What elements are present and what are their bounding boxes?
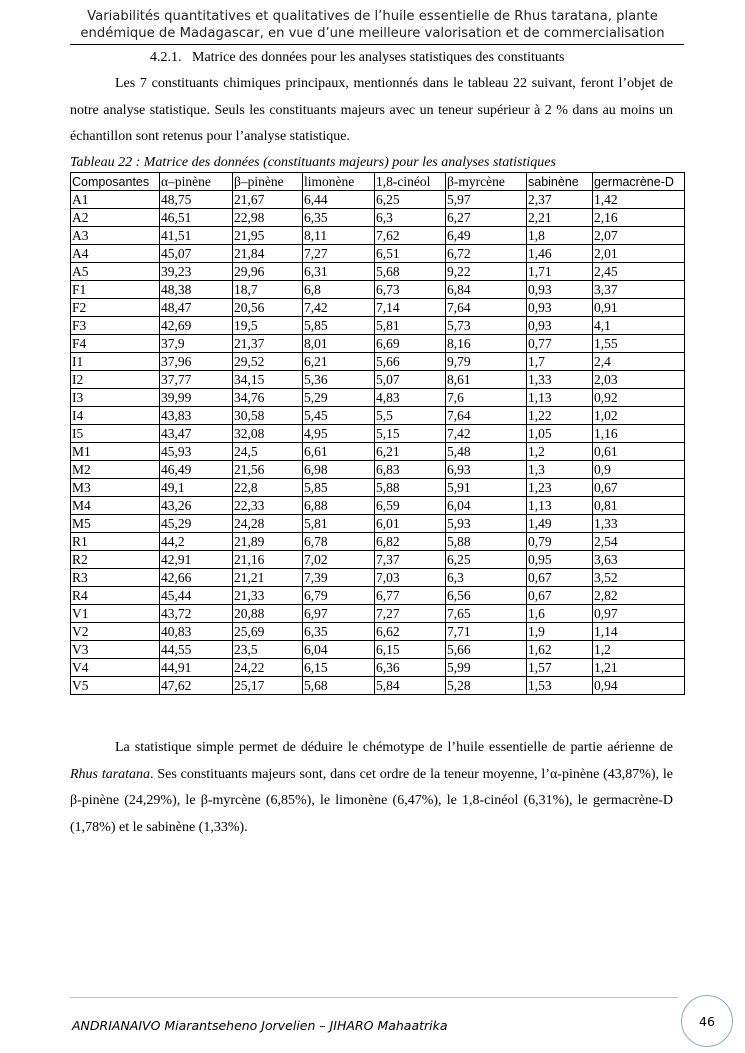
sample-id-cell: A3 — [71, 227, 160, 245]
table-row — [71, 209, 685, 227]
value-cell: 8,11 — [303, 227, 375, 245]
value-cell: 6,59 — [375, 497, 446, 515]
value-cell: 6,61 — [303, 443, 375, 461]
value-cell: 25,69 — [233, 623, 303, 641]
value-cell: 5,66 — [446, 641, 527, 659]
value-cell: 43,83 — [160, 407, 233, 425]
value-cell: 5,81 — [303, 515, 375, 533]
value-cell: 5,99 — [446, 659, 527, 677]
value-cell: 1,3 — [527, 461, 593, 479]
value-cell: 2,54 — [593, 533, 685, 551]
value-cell: 6,44 — [303, 191, 375, 209]
value-cell: 37,9 — [160, 335, 233, 353]
value-cell: 3,52 — [593, 569, 685, 587]
value-cell: 1,33 — [593, 515, 685, 533]
value-cell: 2,01 — [593, 245, 685, 263]
value-cell: 1,9 — [527, 623, 593, 641]
value-cell: 43,26 — [160, 497, 233, 515]
value-cell: 3,63 — [593, 551, 685, 569]
value-cell: 1,49 — [527, 515, 593, 533]
value-cell: 22,8 — [233, 479, 303, 497]
value-cell: 5,66 — [375, 353, 446, 371]
table-row — [71, 569, 685, 587]
value-cell: 48,38 — [160, 281, 233, 299]
value-cell: 2,82 — [593, 587, 685, 605]
value-cell: 6,21 — [303, 353, 375, 371]
value-cell: 5,36 — [303, 371, 375, 389]
table-row — [71, 245, 685, 263]
value-cell: 4,95 — [303, 425, 375, 443]
table-row — [71, 443, 685, 461]
value-cell: 48,75 — [160, 191, 233, 209]
value-cell: 7,14 — [375, 299, 446, 317]
table-row — [71, 677, 685, 695]
value-cell: 1,71 — [527, 263, 593, 281]
value-cell: 0,79 — [527, 533, 593, 551]
value-cell: 6,97 — [303, 605, 375, 623]
value-cell: 6,25 — [375, 191, 446, 209]
value-cell: 6,31 — [303, 263, 375, 281]
value-cell: 4,83 — [375, 389, 446, 407]
value-cell: 1,8 — [527, 227, 593, 245]
value-cell: 1,46 — [527, 245, 593, 263]
value-cell: 7,27 — [303, 245, 375, 263]
table-row — [71, 425, 685, 443]
value-cell: 0,94 — [593, 677, 685, 695]
value-cell: 5,73 — [446, 317, 527, 335]
value-cell: 0,95 — [527, 551, 593, 569]
footer-authors: ANDRIANAIVO Miarantseheno Jorvelien – JIHARO Mahaatrika — [72, 1018, 448, 1033]
value-cell: 41,51 — [160, 227, 233, 245]
sample-id-cell: M5 — [71, 515, 160, 533]
table-row — [71, 623, 685, 641]
section-heading — [150, 50, 564, 66]
sample-id-cell: V3 — [71, 641, 160, 659]
value-cell: 6,98 — [303, 461, 375, 479]
conclusion-paragraph — [70, 735, 673, 841]
table-row — [71, 605, 685, 623]
value-cell: 1,62 — [527, 641, 593, 659]
value-cell: 7,64 — [446, 407, 527, 425]
value-cell: 0,61 — [593, 443, 685, 461]
value-cell: 2,4 — [593, 353, 685, 371]
sample-id-cell: R4 — [71, 587, 160, 605]
value-cell: 44,2 — [160, 533, 233, 551]
footer-divider — [70, 997, 678, 998]
value-cell: 32,08 — [233, 425, 303, 443]
value-cell: 21,95 — [233, 227, 303, 245]
value-cell: 9,79 — [446, 353, 527, 371]
value-cell: 6,15 — [375, 641, 446, 659]
value-cell: 6,79 — [303, 587, 375, 605]
value-cell: 45,93 — [160, 443, 233, 461]
value-cell: 21,37 — [233, 335, 303, 353]
column-header: 1,8-cinéol — [375, 173, 446, 191]
sample-id-cell: A2 — [71, 209, 160, 227]
value-cell: 21,67 — [233, 191, 303, 209]
value-cell: 5,85 — [303, 317, 375, 335]
value-cell: 6,73 — [375, 281, 446, 299]
sample-id-cell: F1 — [71, 281, 160, 299]
value-cell: 5,91 — [446, 479, 527, 497]
column-header: β–pinène — [233, 173, 303, 191]
value-cell: 1,22 — [527, 407, 593, 425]
sample-id-cell: R3 — [71, 569, 160, 587]
value-cell: 43,47 — [160, 425, 233, 443]
value-cell: 6,04 — [303, 641, 375, 659]
table-row — [71, 551, 685, 569]
value-cell: 5,93 — [446, 515, 527, 533]
value-cell: 39,99 — [160, 389, 233, 407]
value-cell: 5,07 — [375, 371, 446, 389]
table-row — [71, 533, 685, 551]
sample-id-cell: F3 — [71, 317, 160, 335]
column-header: β-myrcène — [446, 173, 527, 191]
value-cell: 48,47 — [160, 299, 233, 317]
conclusion-text-end: . Ses constituants majeurs sont, dans cet ordre de la teneur moyenne, l’α-pinène (43,87%), le β-pinène (24,29%), le β-myrcène (6,85%), le limonène (6,47%), le 1,8-cinéol (6,31%), le germacrène-D (1,78%) et le sabinène (1,33%). — [70, 766, 673, 835]
value-cell: 1,2 — [593, 641, 685, 659]
value-cell: 20,56 — [233, 299, 303, 317]
sample-id-cell: F4 — [71, 335, 160, 353]
value-cell: 7,02 — [303, 551, 375, 569]
value-cell: 7,6 — [446, 389, 527, 407]
sample-id-cell: I4 — [71, 407, 160, 425]
table-row — [71, 587, 685, 605]
conclusion-text-start: La statistique simple permet de déduire le chémotype de l’huile essentielle de partie aérienne de — [115, 740, 673, 755]
value-cell: 0,77 — [527, 335, 593, 353]
value-cell: 6,35 — [303, 209, 375, 227]
header-divider — [70, 44, 684, 45]
value-cell: 7,65 — [446, 605, 527, 623]
value-cell: 1,14 — [593, 623, 685, 641]
value-cell: 24,28 — [233, 515, 303, 533]
value-cell: 0,93 — [527, 281, 593, 299]
sample-id-cell: M3 — [71, 479, 160, 497]
value-cell: 6,82 — [375, 533, 446, 551]
value-cell: 8,16 — [446, 335, 527, 353]
table-row — [71, 371, 685, 389]
sample-id-cell: A5 — [71, 263, 160, 281]
sample-id-cell: V2 — [71, 623, 160, 641]
value-cell: 2,07 — [593, 227, 685, 245]
value-cell: 0,93 — [527, 299, 593, 317]
value-cell: 7,42 — [303, 299, 375, 317]
running-header-line2: endémique de Madagascar, en vue d’une meilleure valorisation et de commercialisation — [80, 26, 665, 41]
value-cell: 29,96 — [233, 263, 303, 281]
value-cell: 5,81 — [375, 317, 446, 335]
table-row — [71, 335, 685, 353]
value-cell: 0,67 — [593, 479, 685, 497]
value-cell: 21,89 — [233, 533, 303, 551]
value-cell: 45,07 — [160, 245, 233, 263]
value-cell: 1,16 — [593, 425, 685, 443]
running-header — [60, 8, 685, 42]
sample-id-cell: V4 — [71, 659, 160, 677]
value-cell: 6,56 — [446, 587, 527, 605]
value-cell: 1,33 — [527, 371, 593, 389]
value-cell: 0,92 — [593, 389, 685, 407]
value-cell: 2,37 — [527, 191, 593, 209]
value-cell: 6,88 — [303, 497, 375, 515]
table-row — [71, 191, 685, 209]
value-cell: 5,97 — [446, 191, 527, 209]
column-header: limonène — [303, 173, 375, 191]
sample-id-cell: I3 — [71, 389, 160, 407]
value-cell: 7,27 — [375, 605, 446, 623]
value-cell: 6,01 — [375, 515, 446, 533]
value-cell: 39,23 — [160, 263, 233, 281]
table-row — [71, 281, 685, 299]
value-cell: 40,83 — [160, 623, 233, 641]
value-cell: 2,45 — [593, 263, 685, 281]
value-cell: 7,64 — [446, 299, 527, 317]
value-cell: 7,39 — [303, 569, 375, 587]
value-cell: 0,81 — [593, 497, 685, 515]
table-body — [71, 191, 685, 695]
value-cell: 6,25 — [446, 551, 527, 569]
value-cell: 22,33 — [233, 497, 303, 515]
table-row — [71, 479, 685, 497]
value-cell: 5,29 — [303, 389, 375, 407]
table-caption: Tableau 22 : Matrice des données (constituants majeurs) pour les analyses statistiques — [70, 155, 556, 170]
value-cell: 20,88 — [233, 605, 303, 623]
value-cell: 0,67 — [527, 587, 593, 605]
sample-id-cell: V5 — [71, 677, 160, 695]
sample-id-cell: R1 — [71, 533, 160, 551]
value-cell: 24,5 — [233, 443, 303, 461]
value-cell: 8,61 — [446, 371, 527, 389]
table-row — [71, 659, 685, 677]
value-cell: 5,45 — [303, 407, 375, 425]
sample-id-cell: F2 — [71, 299, 160, 317]
table-row — [71, 461, 685, 479]
value-cell: 3,37 — [593, 281, 685, 299]
value-cell: 0,97 — [593, 605, 685, 623]
value-cell: 5,88 — [375, 479, 446, 497]
value-cell: 6,15 — [303, 659, 375, 677]
value-cell: 34,15 — [233, 371, 303, 389]
column-header: germacrène-D — [593, 173, 685, 191]
value-cell: 5,84 — [375, 677, 446, 695]
value-cell: 6,78 — [303, 533, 375, 551]
value-cell: 25,17 — [233, 677, 303, 695]
value-cell: 1,7 — [527, 353, 593, 371]
intro-paragraph: Les 7 constituants chimiques principaux, mentionnés dans le tableau 22 suivant, feront l’objet de notre analyse statistique. Seuls les constituants majeurs avec un teneur supérieur à 2 % dans au moins un échantillon sont retenus pour l’analyse statistique. — [70, 76, 673, 144]
value-cell: 1,13 — [527, 389, 593, 407]
value-cell: 6,35 — [303, 623, 375, 641]
column-header: sabinène — [527, 173, 593, 191]
table-row — [71, 263, 685, 281]
value-cell: 2,16 — [593, 209, 685, 227]
value-cell: 7,37 — [375, 551, 446, 569]
value-cell: 5,5 — [375, 407, 446, 425]
value-cell: 1,6 — [527, 605, 593, 623]
value-cell: 6,69 — [375, 335, 446, 353]
column-header: Composantes — [71, 173, 160, 191]
value-cell: 1,02 — [593, 407, 685, 425]
value-cell: 46,51 — [160, 209, 233, 227]
value-cell: 23,5 — [233, 641, 303, 659]
value-cell: 1,05 — [527, 425, 593, 443]
table-row — [71, 227, 685, 245]
table-row — [71, 407, 685, 425]
value-cell: 21,56 — [233, 461, 303, 479]
value-cell: 21,16 — [233, 551, 303, 569]
value-cell: 1,55 — [593, 335, 685, 353]
value-cell: 7,62 — [375, 227, 446, 245]
value-cell: 1,53 — [527, 677, 593, 695]
section-number: 4.2.1. — [150, 50, 182, 65]
value-cell: 19,5 — [233, 317, 303, 335]
value-cell: 6,84 — [446, 281, 527, 299]
table-row — [71, 497, 685, 515]
value-cell: 6,83 — [375, 461, 446, 479]
value-cell: 45,44 — [160, 587, 233, 605]
table-header-row — [71, 173, 685, 191]
value-cell: 5,68 — [375, 263, 446, 281]
value-cell: 21,84 — [233, 245, 303, 263]
value-cell: 5,68 — [303, 677, 375, 695]
value-cell: 6,62 — [375, 623, 446, 641]
value-cell: 49,1 — [160, 479, 233, 497]
value-cell: 43,72 — [160, 605, 233, 623]
value-cell: 0,91 — [593, 299, 685, 317]
value-cell: 7,71 — [446, 623, 527, 641]
column-header: α–pinène — [160, 173, 233, 191]
value-cell: 0,9 — [593, 461, 685, 479]
table-row — [71, 353, 685, 371]
sample-id-cell: A4 — [71, 245, 160, 263]
value-cell: 34,76 — [233, 389, 303, 407]
value-cell: 37,96 — [160, 353, 233, 371]
value-cell: 45,29 — [160, 515, 233, 533]
value-cell: 6,8 — [303, 281, 375, 299]
value-cell: 6,36 — [375, 659, 446, 677]
value-cell: 4,1 — [593, 317, 685, 335]
value-cell: 0,93 — [527, 317, 593, 335]
value-cell: 30,58 — [233, 407, 303, 425]
table-row — [71, 515, 685, 533]
value-cell: 1,21 — [593, 659, 685, 677]
value-cell: 24,22 — [233, 659, 303, 677]
value-cell: 44,91 — [160, 659, 233, 677]
value-cell: 8,01 — [303, 335, 375, 353]
value-cell: 21,21 — [233, 569, 303, 587]
table-row — [71, 317, 685, 335]
table-row — [71, 641, 685, 659]
value-cell: 21,33 — [233, 587, 303, 605]
table-row — [71, 299, 685, 317]
value-cell: 22,98 — [233, 209, 303, 227]
value-cell: 5,48 — [446, 443, 527, 461]
value-cell: 46,49 — [160, 461, 233, 479]
sample-id-cell: M4 — [71, 497, 160, 515]
value-cell: 1,23 — [527, 479, 593, 497]
value-cell: 37,77 — [160, 371, 233, 389]
value-cell: 6,21 — [375, 443, 446, 461]
value-cell: 5,85 — [303, 479, 375, 497]
value-cell: 6,3 — [375, 209, 446, 227]
value-cell: 18,7 — [233, 281, 303, 299]
value-cell: 29,52 — [233, 353, 303, 371]
value-cell: 6,3 — [446, 569, 527, 587]
page-number: 46 — [699, 1013, 715, 1029]
value-cell: 7,42 — [446, 425, 527, 443]
value-cell: 1,13 — [527, 497, 593, 515]
value-cell: 1,2 — [527, 443, 593, 461]
sample-id-cell: I5 — [71, 425, 160, 443]
value-cell: 47,62 — [160, 677, 233, 695]
sample-id-cell: I1 — [71, 353, 160, 371]
sample-id-cell: I2 — [71, 371, 160, 389]
value-cell: 6,93 — [446, 461, 527, 479]
value-cell: 7,03 — [375, 569, 446, 587]
value-cell: 9,22 — [446, 263, 527, 281]
value-cell: 2,03 — [593, 371, 685, 389]
value-cell: 5,28 — [446, 677, 527, 695]
value-cell: 5,88 — [446, 533, 527, 551]
sample-id-cell: R2 — [71, 551, 160, 569]
sample-id-cell: V1 — [71, 605, 160, 623]
value-cell: 5,15 — [375, 425, 446, 443]
species-name: Rhus taratana — [70, 766, 151, 782]
value-cell: 1,42 — [593, 191, 685, 209]
value-cell: 6,49 — [446, 227, 527, 245]
value-cell: 0,67 — [527, 569, 593, 587]
section-title: Matrice des données pour les analyses statistiques des constituants — [192, 50, 565, 65]
value-cell: 42,91 — [160, 551, 233, 569]
value-cell: 2,21 — [527, 209, 593, 227]
sample-id-cell: M2 — [71, 461, 160, 479]
value-cell: 6,04 — [446, 497, 527, 515]
value-cell: 42,69 — [160, 317, 233, 335]
sample-id-cell: M1 — [71, 443, 160, 461]
sample-id-cell: A1 — [71, 191, 160, 209]
value-cell: 44,55 — [160, 641, 233, 659]
page-number-badge — [681, 995, 733, 1047]
value-cell: 6,27 — [446, 209, 527, 227]
data-matrix-table — [70, 172, 685, 695]
value-cell: 6,77 — [375, 587, 446, 605]
value-cell: 42,66 — [160, 569, 233, 587]
table-row — [71, 389, 685, 407]
value-cell: 1,57 — [527, 659, 593, 677]
running-header-line1: Variabilités quantitatives et qualitatives de l’huile essentielle de Rhus taratana, plante — [87, 9, 658, 24]
value-cell: 6,72 — [446, 245, 527, 263]
value-cell: 6,51 — [375, 245, 446, 263]
